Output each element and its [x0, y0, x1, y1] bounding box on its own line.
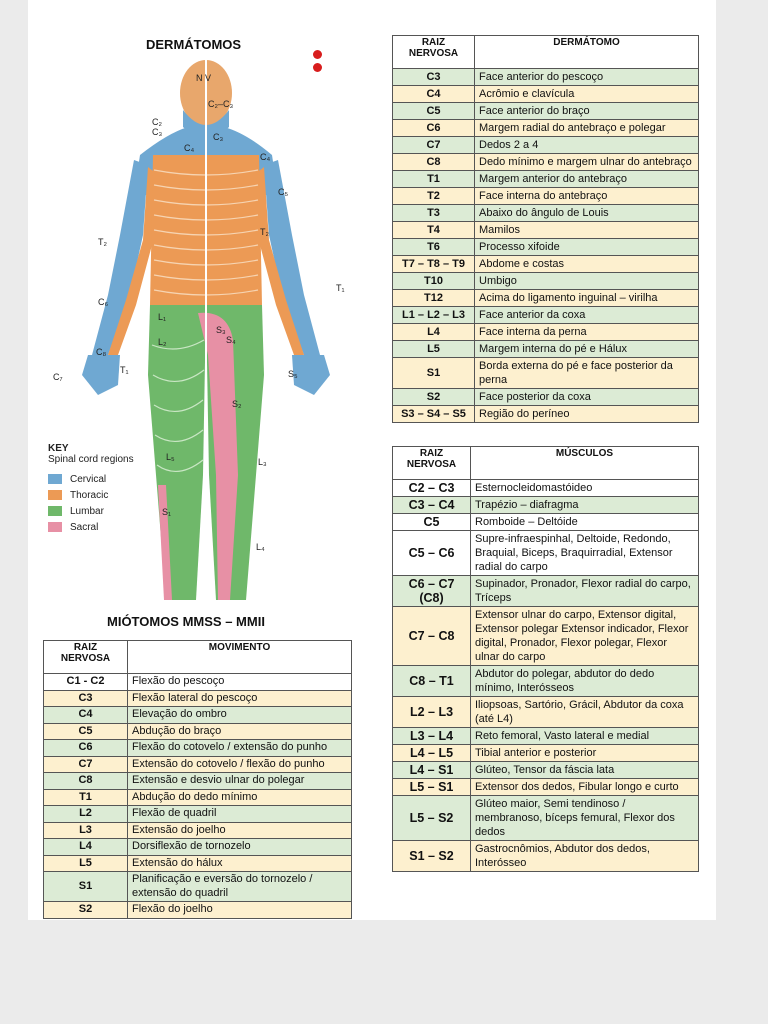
dermatomes-header-desc: DERMÁTOMO — [475, 36, 699, 69]
nerve-root-cell: C2 – C3 — [393, 480, 471, 497]
table-row — [393, 666, 699, 697]
table-row — [393, 514, 699, 531]
sacral-swatch — [48, 522, 62, 532]
label-l5: L₅ — [166, 452, 175, 462]
right-hand — [292, 355, 330, 395]
label-s5: S₅ — [288, 369, 298, 379]
nerve-root-cell: C1 - C2 — [44, 674, 128, 691]
description-cell: Acrômio e clavícula — [475, 86, 699, 103]
description-cell: Mamilos — [475, 222, 699, 239]
description-cell: Abdução do dedo mínimo — [128, 789, 352, 806]
nerve-root-cell: T6 — [393, 239, 475, 256]
label-t2-right: T₂ — [260, 227, 269, 237]
table-row — [393, 273, 699, 290]
label-s4: S₄ — [226, 335, 236, 345]
description-cell: Glúteo maior, Semi tendinoso / membranoso, bíceps femural, Flexor dos dedos — [471, 796, 699, 841]
description-cell: Dorsiflexão de tornozelo — [128, 839, 352, 856]
table-row — [393, 341, 699, 358]
label-s1: S₁ — [162, 507, 172, 517]
description-cell: Margem anterior do antebraço — [475, 171, 699, 188]
description-cell: Extensão e desvio ulnar do polegar — [128, 773, 352, 790]
description-cell: Extensor ulnar do carpo, Extensor digital, Extensor polegar Extensor indicador, Flexor digital, Pronador, Flexor polegar, Flexor ulnar do carpo — [471, 607, 699, 666]
key-title: KEY — [48, 443, 69, 454]
description-cell: Trapézio – diafragma — [471, 497, 699, 514]
description-cell: Planificação e eversão do tornozelo / extensão do quadril — [128, 872, 352, 902]
label-l4: L₄ — [256, 542, 265, 552]
table-row — [393, 745, 699, 762]
dermatomes-title: DERMÁTOMOS — [146, 37, 242, 52]
label-c3-right: C₃ — [213, 132, 224, 142]
label-l3: L₃ — [258, 457, 267, 467]
table-row — [44, 822, 352, 839]
nerve-root-cell: L4 — [393, 324, 475, 341]
table-row — [393, 762, 699, 779]
table-row — [44, 707, 352, 724]
nerve-root-cell: S3 – S4 – S5 — [393, 406, 475, 423]
nerve-root-cell: T2 — [393, 188, 475, 205]
table-row — [44, 806, 352, 823]
label-c7: C₇ — [53, 372, 63, 382]
nerve-root-cell: T7 – T8 – T9 — [393, 256, 475, 273]
table-row — [393, 86, 699, 103]
dermatomes-table — [392, 35, 699, 423]
nerve-root-cell: C8 — [393, 154, 475, 171]
table-row — [393, 222, 699, 239]
nerve-root-cell: L5 – S2 — [393, 796, 471, 841]
label-c2: C₂ — [152, 117, 162, 127]
table-row — [44, 839, 352, 856]
myotomes-header-root: RAIZ NERVOSA — [44, 641, 128, 674]
nerve-root-cell: C3 — [44, 690, 128, 707]
muscles-header-root: RAIZ NERVOSA — [393, 447, 471, 480]
key-subtitle: Spinal cord regions — [48, 454, 134, 465]
myotomes-title: MIÓTOMOS MMSS – MMII — [107, 614, 265, 629]
description-cell: Elevação do ombro — [128, 707, 352, 724]
table-row — [393, 358, 699, 389]
table-row — [44, 872, 352, 902]
table-row — [393, 120, 699, 137]
label-c8: C₈ — [96, 347, 107, 357]
nerve-root-cell: C7 — [44, 756, 128, 773]
table-row — [393, 406, 699, 423]
nerve-root-cell: C5 — [393, 514, 471, 531]
description-cell: Dedos 2 a 4 — [475, 137, 699, 154]
nerve-root-cell: L4 – S1 — [393, 762, 471, 779]
key-thoracic: Thoracic — [70, 489, 109, 501]
table-row — [393, 480, 699, 497]
table-row — [44, 756, 352, 773]
description-cell: Abdução do braço — [128, 723, 352, 740]
nerve-root-cell: S1 – S2 — [393, 841, 471, 872]
nerve-root-cell: C7 — [393, 137, 475, 154]
description-cell: Abdome e costas — [475, 256, 699, 273]
left-hand — [82, 355, 120, 395]
description-cell: Flexão de quadril — [128, 806, 352, 823]
label-c4: C₄ — [184, 143, 195, 153]
table-row — [393, 497, 699, 514]
description-cell: Esternocleidomastóideo — [471, 480, 699, 497]
description-cell: Dedo mínimo e margem ulnar do antebraço — [475, 154, 699, 171]
description-cell: Extensor dos dedos, Fibular longo e curto — [471, 779, 699, 796]
label-l2: L₂ — [158, 337, 167, 347]
table-row — [393, 796, 699, 841]
nerve-root-cell: L3 – L4 — [393, 728, 471, 745]
table-row — [393, 779, 699, 796]
description-cell: Flexão lateral do pescoço — [128, 690, 352, 707]
nerve-root-cell: S2 — [44, 902, 128, 919]
label-t2: T₂ — [98, 237, 107, 247]
nerve-root-cell: C8 – T1 — [393, 666, 471, 697]
figure-key — [48, 443, 148, 535]
table-row — [393, 697, 699, 728]
description-cell: Flexão do pescoço — [128, 674, 352, 691]
table-row — [393, 607, 699, 666]
myotomes-header-desc: MOVIMENTO — [128, 641, 352, 674]
label-s3: S₃ — [216, 325, 226, 335]
description-cell: Extensão do cotovelo / flexão do punho — [128, 756, 352, 773]
description-cell: Extensão do joelho — [128, 822, 352, 839]
nerve-root-cell: C6 — [44, 740, 128, 757]
table-row — [44, 690, 352, 707]
description-cell: Extensão do hálux — [128, 855, 352, 872]
lumbar-swatch — [48, 506, 62, 516]
label-c3: C₃ — [152, 127, 163, 137]
muscles-table — [392, 446, 699, 872]
cervical-swatch — [48, 474, 62, 484]
description-cell: Borda externa do pé e face posterior da perna — [475, 358, 699, 389]
table-row — [393, 290, 699, 307]
description-cell: Reto femoral, Vasto lateral e medial — [471, 728, 699, 745]
nerve-root-cell: C4 — [44, 707, 128, 724]
nerve-root-cell: C6 – C7 (C8) — [393, 576, 471, 607]
nerve-root-cell: L5 — [44, 855, 128, 872]
description-cell: Gastrocnômios, Abdutor dos dedos, Interósseo — [471, 841, 699, 872]
description-cell: Flexão do joelho — [128, 902, 352, 919]
table-row — [393, 256, 699, 273]
description-cell: Glúteo, Tensor da fáscia lata — [471, 762, 699, 779]
table-row — [393, 154, 699, 171]
table-row — [393, 531, 699, 576]
key-sacral: Sacral — [70, 521, 99, 533]
description-cell: Acima do ligamento inguinal – virilha — [475, 290, 699, 307]
table-row — [393, 728, 699, 745]
nerve-root-cell: T12 — [393, 290, 475, 307]
nerve-root-cell: S1 — [44, 872, 128, 902]
table-row — [393, 576, 699, 607]
nerve-root-cell: L2 – L3 — [393, 697, 471, 728]
description-cell: Face interna da perna — [475, 324, 699, 341]
table-row — [393, 324, 699, 341]
nerve-root-cell: T4 — [393, 222, 475, 239]
description-cell: Região do períneo — [475, 406, 699, 423]
nerve-root-cell: T3 — [393, 205, 475, 222]
label-c6: C₆ — [98, 297, 109, 307]
nerve-root-cell: L3 — [44, 822, 128, 839]
description-cell: Face anterior do pescoço — [475, 69, 699, 86]
label-c5: C₅ — [278, 187, 289, 197]
dermatomes-header-root: RAIZ NERVOSA — [393, 36, 475, 69]
key-lumbar: Lumbar — [70, 505, 104, 517]
label-l1: L₁ — [158, 312, 167, 322]
description-cell: Iliopsoas, Sartório, Grácil, Abdutor da coxa (até L4) — [471, 697, 699, 728]
nerve-root-cell: T1 — [393, 171, 475, 188]
nerve-root-cell: S1 — [393, 358, 475, 389]
nerve-root-cell: C4 — [393, 86, 475, 103]
table-row — [44, 674, 352, 691]
description-cell: Face posterior da coxa — [475, 389, 699, 406]
nerve-root-cell: C5 – C6 — [393, 531, 471, 576]
table-row — [393, 205, 699, 222]
description-cell: Face interna do antebraço — [475, 188, 699, 205]
table-row — [44, 740, 352, 757]
nerve-root-cell: C6 — [393, 120, 475, 137]
description-cell: Face anterior do braço — [475, 103, 699, 120]
nerve-root-cell: L5 — [393, 341, 475, 358]
description-cell: Face anterior da coxa — [475, 307, 699, 324]
nerve-root-cell: C3 – C4 — [393, 497, 471, 514]
table-row — [393, 171, 699, 188]
table-row — [393, 137, 699, 154]
table-row — [393, 307, 699, 324]
table-row — [44, 789, 352, 806]
nerve-root-cell: L4 — [44, 839, 128, 856]
table-row — [393, 389, 699, 406]
description-cell: Supinador, Pronador, Flexor radial do carpo, Tríceps — [471, 576, 699, 607]
thoracic-swatch — [48, 490, 62, 500]
nerve-root-cell: L2 — [44, 806, 128, 823]
description-cell: Abdutor do polegar, abdutor do dedo mínimo, Interósseos — [471, 666, 699, 697]
description-cell: Margem interna do pé e Hálux — [475, 341, 699, 358]
label-t1-right: T₁ — [336, 283, 345, 293]
table-row — [393, 188, 699, 205]
label-t1: T₁ — [120, 365, 129, 375]
key-cervical: Cervical — [70, 473, 107, 485]
nerve-root-cell: T10 — [393, 273, 475, 290]
description-cell: Flexão do cotovelo / extensão do punho — [128, 740, 352, 757]
label-c2c3: C₂–C₃ — [208, 99, 234, 109]
nerve-root-cell: L4 – L5 — [393, 745, 471, 762]
table-row — [44, 902, 352, 919]
label-s2: S₂ — [232, 399, 242, 409]
nerve-root-cell: C7 – C8 — [393, 607, 471, 666]
nerve-root-cell: C3 — [393, 69, 475, 86]
table-row — [44, 773, 352, 790]
label-nv: N V — [196, 73, 212, 83]
description-cell: Supre-infraespinhal, Deltoide, Redondo, Braquial, Biceps, Braquirradial, Extensor radial do carpo — [471, 531, 699, 576]
description-cell: Romboide – Deltóide — [471, 514, 699, 531]
description-cell: Abaixo do ângulo de Louis — [475, 205, 699, 222]
description-cell: Tibial anterior e posterior — [471, 745, 699, 762]
nerve-root-cell: C8 — [44, 773, 128, 790]
description-cell: Processo xifoide — [475, 239, 699, 256]
label-c4-right: C₄ — [260, 152, 271, 162]
table-row — [44, 855, 352, 872]
description-cell: Margem radial do antebraço e polegar — [475, 120, 699, 137]
nerve-root-cell: S2 — [393, 389, 475, 406]
table-row — [393, 103, 699, 120]
description-cell: Umbigo — [475, 273, 699, 290]
table-row — [44, 723, 352, 740]
myotomes-table — [43, 640, 352, 919]
nerve-root-cell: L1 – L2 – L3 — [393, 307, 475, 324]
nerve-root-cell: C5 — [393, 103, 475, 120]
table-row — [393, 841, 699, 872]
table-row — [393, 239, 699, 256]
muscles-header-desc: MÚSCULOS — [471, 447, 699, 480]
table-row — [393, 69, 699, 86]
nerve-root-cell: L5 – S1 — [393, 779, 471, 796]
nerve-root-cell: C5 — [44, 723, 128, 740]
nerve-root-cell: T1 — [44, 789, 128, 806]
